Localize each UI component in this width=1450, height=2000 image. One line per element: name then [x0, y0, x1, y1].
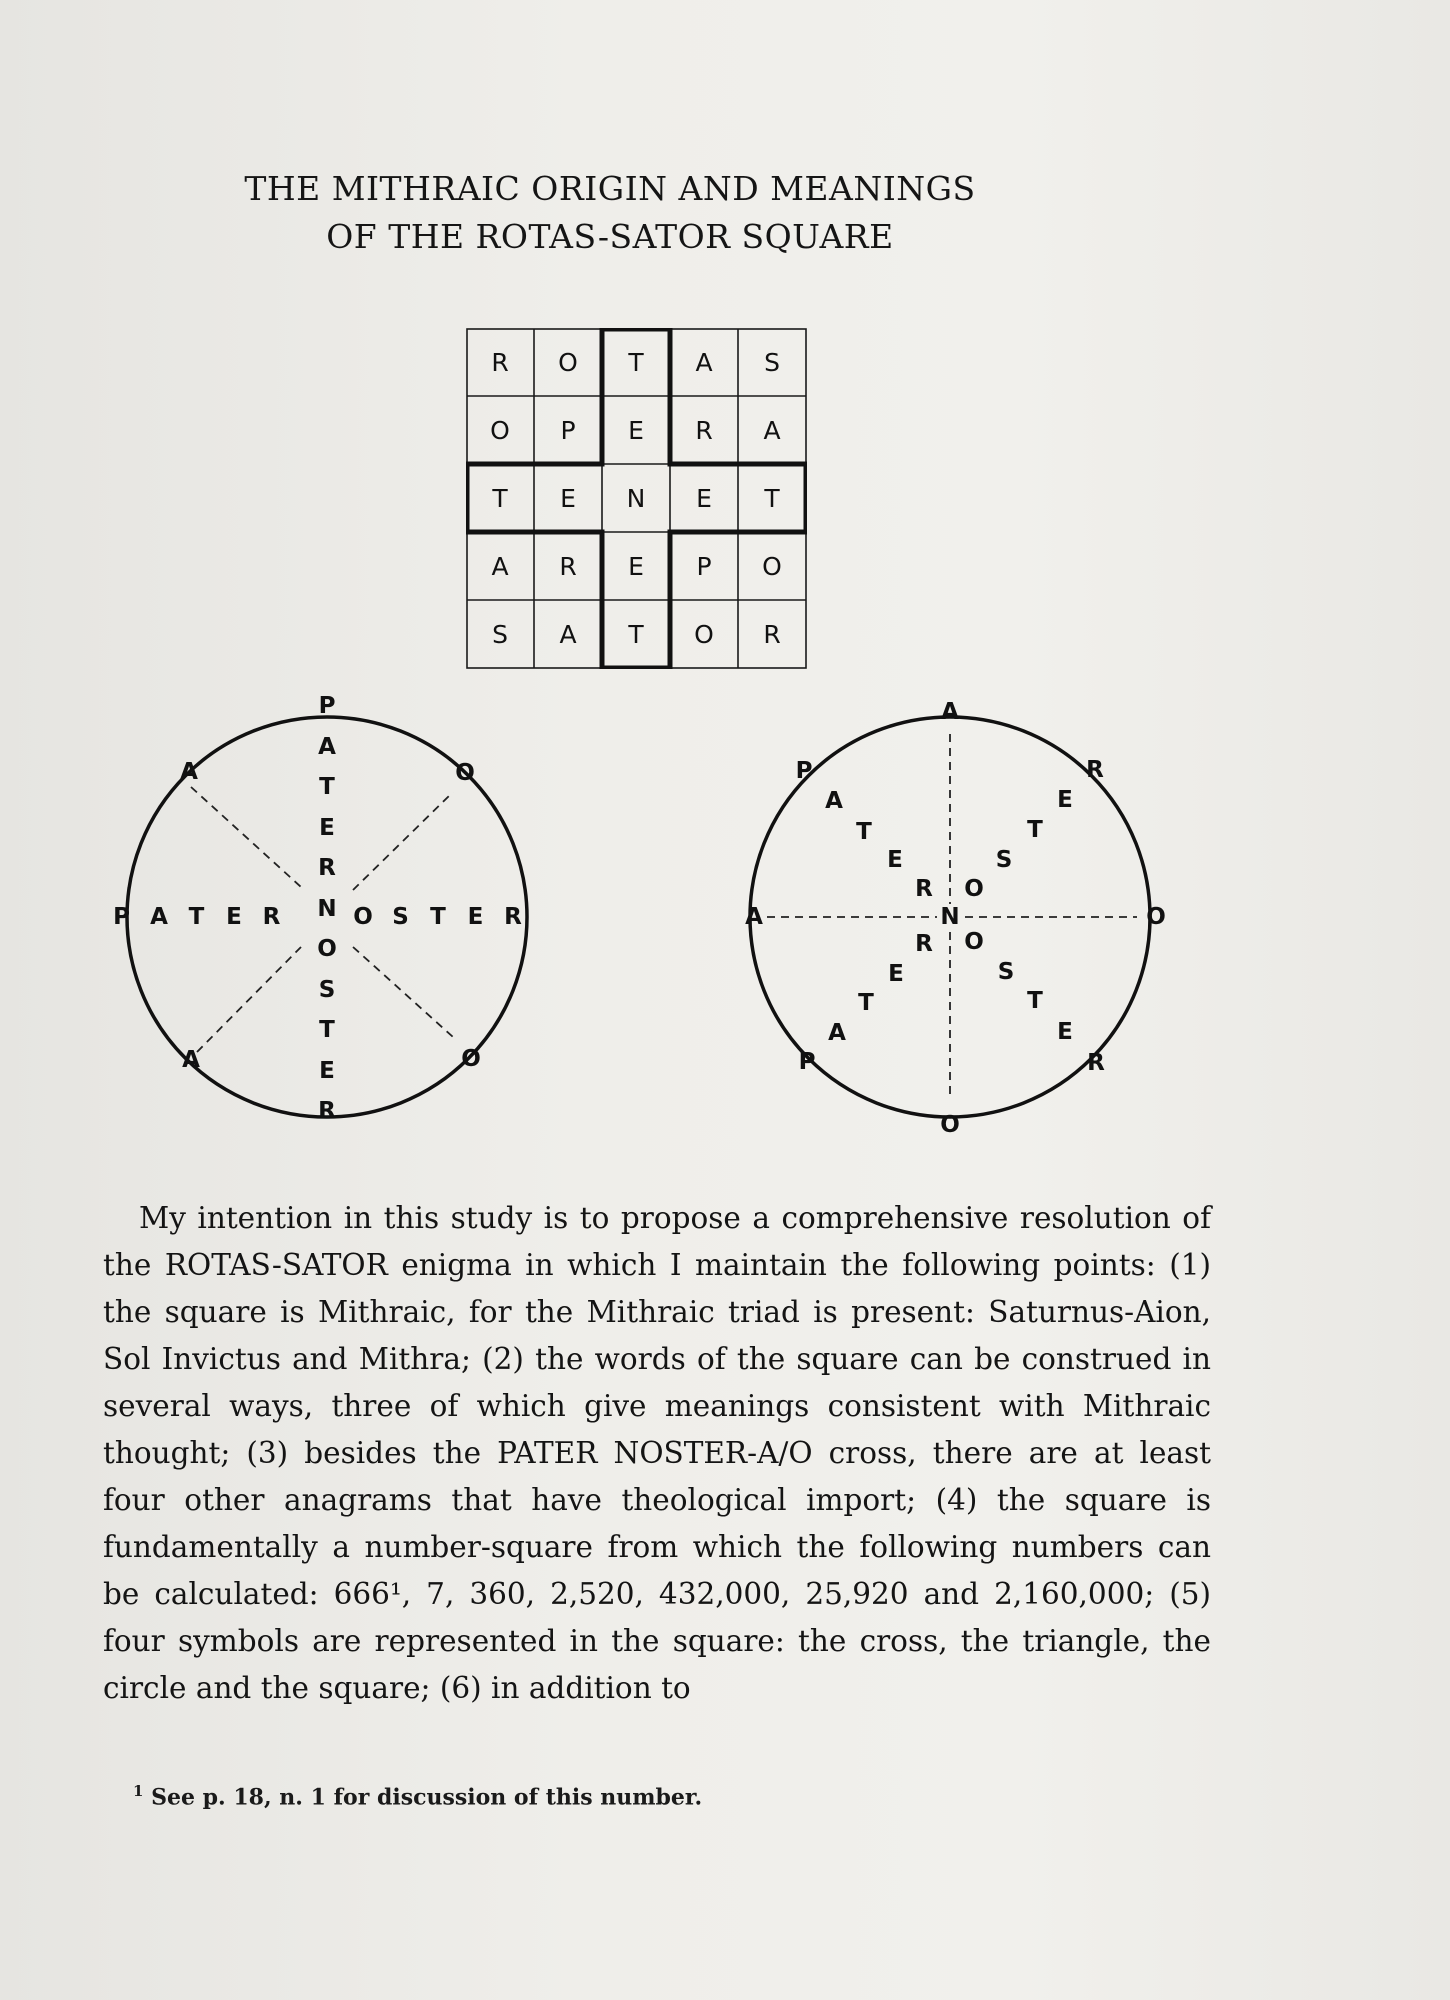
square-cell: R: [763, 619, 781, 649]
horizontal-letter: S: [392, 904, 409, 930]
body-paragraph-block: [103, 1195, 1211, 1712]
horizontal-letter: T: [188, 904, 205, 930]
diagonal-letter: E: [887, 847, 903, 873]
left-letter-a: A: [745, 904, 763, 930]
vertical-letter: T: [319, 1017, 335, 1043]
square-cell: S: [764, 347, 780, 377]
diagonal-letter: O: [964, 929, 984, 955]
diagonal-letter: T: [856, 819, 872, 845]
square-cell: R: [695, 415, 713, 445]
a-o-cross-diagram: [739, 692, 1173, 1154]
page-title: [200, 165, 1020, 261]
footnote: [133, 1782, 1133, 1810]
square-cell: A: [695, 347, 713, 377]
horizontal-letter: E: [226, 904, 242, 930]
square-cell: E: [628, 551, 644, 581]
square-cell: P: [696, 551, 712, 581]
square-cell: T: [764, 483, 780, 513]
title-line-2: OF THE ROTAS-SATOR SQUARE: [326, 217, 894, 256]
vertical-letter: R: [318, 1098, 336, 1124]
square-cell: E: [628, 415, 644, 445]
square-cell: O: [558, 347, 578, 377]
pater-noster-cross-diagram: [113, 692, 547, 1154]
footnote-marker: 1: [133, 1782, 144, 1800]
vertical-letter: T: [319, 774, 335, 800]
vertical-letter: A: [318, 733, 336, 760]
footnote-text: See p. 18, n. 1 for discussion of this number.: [151, 1784, 703, 1811]
vertical-letter: S: [318, 976, 336, 1003]
title-line-1: THE MITHRAIC ORIGIN AND MEANINGS: [244, 169, 976, 208]
square-cell: A: [559, 619, 577, 649]
vertical-letter: N: [317, 895, 337, 922]
body-paragraph: My intention in this study is to propose a comprehensive resolution of the ROTAS-SATOR enigma in which I maintain the following points: (1) the square is Mithraic, for the Mithraic triad is present: Saturnus-Aion, Sol Invictus and Mithra; (2) the words of the square can be construed in several ways, three of which give meanings consistent with Mithraic thought; (3) besides the PATER NOSTER-A/O cross, there are at least four other anagrams that have theological import; (4) the square is fundamentally a number-square from which the following numbers can be calculated: 666¹, 7, 360, 2,520, 432,000, 25,920 and 2,160,000; (5) four symbols are represented in the square: the cross, the triangle, the circle and the square; (6) in addition to: [103, 1201, 1211, 1705]
diagonal-letter: O: [964, 876, 984, 902]
corner-letter-o: O: [461, 1046, 481, 1072]
diagonal-letter: E: [1057, 787, 1073, 813]
square-cell: S: [492, 619, 508, 649]
center-letter-n: N: [940, 904, 960, 930]
vertical-letter: E: [319, 1057, 335, 1084]
diagonal-letter: P: [795, 758, 813, 784]
horizontal-letter: A: [150, 904, 168, 930]
square-cell: E: [696, 483, 712, 513]
diagonal-letter: S: [997, 959, 1015, 985]
vertical-letter: R: [318, 855, 336, 881]
horizontal-letter: T: [430, 904, 446, 930]
diagonal-letter: S: [995, 847, 1013, 873]
rotas-sator-square: [466, 328, 807, 669]
square-cell: E: [560, 483, 576, 513]
horizontal-letter: O: [353, 904, 373, 930]
diagonal-letter: E: [888, 961, 904, 987]
bottom-letter-o: O: [940, 1112, 960, 1138]
square-cell: A: [491, 551, 509, 581]
square-cell: O: [762, 551, 782, 581]
diagonal-letter: E: [1057, 1019, 1073, 1045]
square-cell: N: [626, 483, 646, 513]
diagonal-letter: T: [1027, 817, 1043, 843]
diagonal-letter: R: [915, 931, 933, 957]
diagonal-letter: T: [1027, 988, 1043, 1014]
square-cell: R: [491, 347, 509, 377]
horizontal-letter: P: [113, 904, 130, 930]
diagonal-letter: R: [1087, 1050, 1105, 1076]
square-cell: R: [559, 551, 577, 581]
square-cell: O: [490, 415, 510, 445]
diagonal-letter: R: [915, 876, 933, 902]
square-cell: P: [560, 415, 576, 445]
horizontal-letter: R: [504, 904, 522, 930]
square-cell: O: [694, 619, 714, 649]
diagonal-letter: R: [1086, 757, 1104, 783]
square-cell: A: [763, 415, 781, 445]
diagonal-letter: A: [825, 788, 843, 814]
top-letter-a: A: [941, 699, 959, 725]
corner-letter-a: A: [180, 759, 198, 785]
square-cell: T: [492, 483, 508, 513]
corner-letter-o: O: [455, 760, 475, 786]
horizontal-letter: E: [467, 904, 484, 930]
horizontal-letter: R: [262, 904, 281, 930]
vertical-letter: O: [317, 936, 337, 962]
square-cell: T: [628, 619, 644, 649]
vertical-letter: E: [319, 814, 335, 841]
square-cell: T: [628, 347, 644, 377]
right-letter-o: O: [1146, 904, 1166, 930]
diagonal-letter: P: [798, 1049, 816, 1075]
vertical-letter: P: [318, 693, 336, 719]
diagonal-letter: A: [828, 1020, 846, 1046]
diagonal-letter: T: [858, 990, 874, 1016]
corner-letter-a: A: [182, 1047, 200, 1073]
